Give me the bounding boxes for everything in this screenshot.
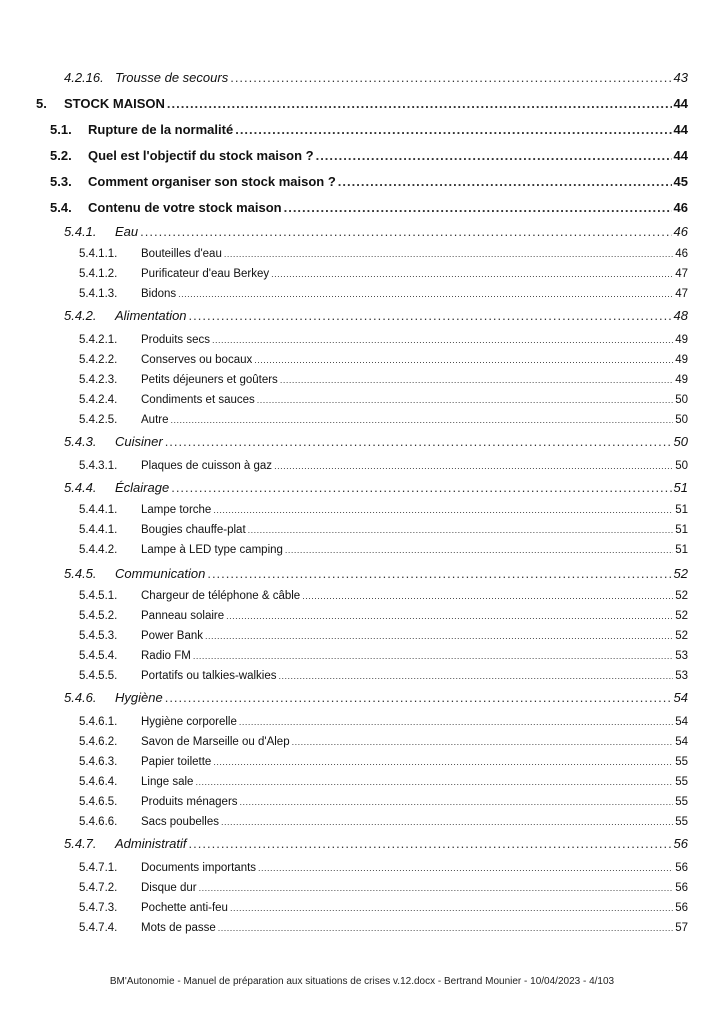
toc-entry-number: 5.4.1.1.	[79, 248, 118, 260]
toc-entry-number: 5.4.2.4.	[79, 394, 118, 406]
toc-entry-number: 5.4.6.1.	[79, 716, 118, 728]
toc-entry-number: 5.1.	[50, 122, 72, 137]
toc-entry[interactable]	[79, 334, 688, 346]
toc-entry-title: Savon de Marseille ou d'Alep	[141, 736, 290, 748]
toc-entry-page: 56	[673, 836, 688, 851]
toc-entry-page: 57	[675, 922, 688, 934]
toc-entry[interactable]	[50, 122, 688, 137]
dot-leader	[178, 289, 673, 299]
dot-leader	[218, 923, 673, 933]
toc-entry-page: 46	[673, 200, 688, 215]
toc-entry-page: 52	[673, 566, 688, 581]
toc-entry-number: 5.4.6.4.	[79, 776, 118, 788]
toc-entry-number: 5.3.	[50, 174, 72, 189]
toc-entry-title: Power Bank	[141, 630, 204, 642]
toc-entry-title: Lampe à LED type camping	[141, 544, 283, 556]
toc-entry-title: Eau	[115, 224, 139, 239]
toc-entry-title: Documents importants	[141, 862, 257, 874]
toc-entry-page: 51	[675, 544, 688, 556]
toc-entry-title: Disque dur	[141, 882, 197, 894]
dot-leader	[239, 717, 673, 727]
toc-entry-number: 5.4.6.6.	[79, 816, 118, 828]
toc-entry[interactable]	[79, 504, 688, 516]
toc-entry-page: 51	[675, 524, 688, 536]
dot-leader	[240, 797, 674, 807]
toc-entry-page: 51	[675, 504, 688, 516]
toc-entry-number: 5.4.2.3.	[79, 374, 118, 386]
toc-entry-page: 55	[675, 816, 688, 828]
toc-entry[interactable]	[79, 902, 688, 914]
toc-entry-page: 54	[675, 736, 688, 748]
dot-leader	[279, 671, 674, 681]
toc-entry-number: 5.4.1.3.	[79, 288, 118, 300]
toc-entry-page: 44	[673, 122, 688, 137]
toc-entry-page: 50	[675, 394, 688, 406]
toc-entry-title: Hygiène corporelle	[141, 716, 237, 728]
toc-entry[interactable]	[79, 922, 688, 934]
toc-entry-page: 50	[673, 434, 688, 449]
toc-entry-page: 56	[675, 902, 688, 914]
toc-entry[interactable]	[64, 566, 688, 581]
toc-entry-title: Petits déjeuners et goûters	[141, 374, 278, 386]
toc-entry-page: 45	[673, 174, 688, 189]
toc-entry[interactable]	[79, 268, 688, 280]
toc-entry[interactable]	[79, 756, 688, 768]
toc-entry-number: 5.4.4.	[64, 480, 97, 495]
dot-leader	[207, 566, 671, 581]
dot-leader	[292, 737, 674, 747]
toc-entry-page: 47	[675, 268, 688, 280]
toc-entry[interactable]	[79, 590, 688, 602]
dot-leader	[167, 96, 672, 111]
toc-entry[interactable]	[64, 690, 688, 705]
toc-entry[interactable]	[79, 460, 688, 472]
toc-entry-number: 5.4.5.1.	[79, 590, 118, 602]
dot-leader	[221, 817, 673, 827]
toc-entry[interactable]	[79, 374, 688, 386]
dot-leader	[248, 525, 674, 535]
toc-entry-number: 5.4.5.5.	[79, 670, 118, 682]
toc-entry-page: 53	[675, 650, 688, 662]
dot-leader	[193, 651, 673, 661]
dot-leader	[302, 591, 673, 601]
toc-entry[interactable]	[79, 650, 688, 662]
toc-entry-number: 5.4.2.	[64, 308, 97, 323]
toc-entry[interactable]	[79, 670, 688, 682]
toc-entry[interactable]	[79, 716, 688, 728]
dot-leader	[230, 70, 671, 85]
toc-entry[interactable]	[64, 224, 688, 239]
toc-entry-page: 56	[675, 882, 688, 894]
toc-entry-number: 5.4.4.2.	[79, 544, 118, 556]
toc-entry-number: 5.4.5.4.	[79, 650, 118, 662]
toc-entry-number: 5.4.6.3.	[79, 756, 118, 768]
toc-entry-title: Quel est l'objectif du stock maison ?	[88, 148, 314, 163]
toc-entry-title: Lampe torche	[141, 504, 212, 516]
dot-leader	[224, 249, 673, 259]
toc-entry-title: Produits secs	[141, 334, 211, 346]
toc-entry-number: 5.4.4.1.	[79, 524, 118, 536]
toc-entry[interactable]	[79, 796, 688, 808]
toc-entry-page: 52	[675, 590, 688, 602]
dot-leader	[254, 355, 673, 365]
toc-entry-page: 50	[675, 414, 688, 426]
toc-entry-number: 5.4.5.	[64, 566, 97, 581]
dot-leader	[316, 148, 672, 163]
toc-entry-number: 5.4.6.5.	[79, 796, 118, 808]
toc-entry[interactable]	[79, 630, 688, 642]
toc-entry-title: Portatifs ou talkies-walkies	[141, 670, 277, 682]
toc-entry-title: Administratif	[115, 836, 187, 851]
toc-entry-title: Cuisiner	[115, 434, 163, 449]
dot-leader	[226, 611, 673, 621]
toc-entry-number: 5.4.7.4.	[79, 922, 118, 934]
toc-entry[interactable]	[64, 836, 688, 851]
toc-entry-number: 5.4.2.1.	[79, 334, 118, 346]
toc-entry[interactable]	[64, 434, 688, 449]
toc-entry-number: 5.4.4.1.	[79, 504, 118, 516]
dot-leader	[213, 757, 673, 767]
toc-entry-title: Bidons	[141, 288, 177, 300]
dot-leader	[171, 480, 671, 495]
toc-entry[interactable]	[79, 544, 688, 556]
toc-entry-title: Éclairage	[115, 480, 170, 495]
dot-leader	[195, 777, 673, 787]
toc-entry[interactable]	[79, 862, 688, 874]
dot-leader	[212, 335, 673, 345]
toc-entry-number: 5.4.5.3.	[79, 630, 118, 642]
toc-entry-page: 54	[673, 690, 688, 705]
dot-leader	[171, 415, 674, 425]
toc-entry[interactable]	[79, 610, 688, 622]
toc-entry[interactable]	[50, 174, 688, 189]
toc-entry[interactable]	[79, 736, 688, 748]
toc-entry-page: 47	[675, 288, 688, 300]
toc-entry-title: Bougies chauffe-plat	[141, 524, 246, 536]
toc-entry-page: 49	[675, 354, 688, 366]
toc-entry[interactable]	[64, 308, 688, 323]
toc-entry-page: 55	[675, 776, 688, 788]
page-footer: BM'Autonomie - Manuel de préparation aux situations de crises v.12.docx - Bertrand Mounier - 10/04/2023 - 4/103	[109, 976, 615, 987]
dot-leader	[165, 690, 672, 705]
toc-entry-page: 53	[675, 670, 688, 682]
toc-entry-page: 48	[673, 308, 688, 323]
toc-entry-number: 4.2.16.	[64, 70, 104, 85]
toc-entry[interactable]	[79, 816, 688, 828]
toc-entry[interactable]	[79, 882, 688, 894]
dot-leader	[189, 308, 672, 323]
toc-entry[interactable]	[79, 394, 688, 406]
dot-leader	[165, 434, 672, 449]
toc-entry-number: 5.4.	[50, 200, 72, 215]
toc-entry-title: Condiments et sauces	[141, 394, 255, 406]
dot-leader	[284, 200, 672, 215]
dot-leader	[230, 903, 673, 913]
toc-entry-number: 5.4.3.1.	[79, 460, 118, 472]
toc-entry-title: STOCK MAISON	[64, 96, 165, 111]
toc-entry-title: Purificateur d'eau Berkey	[141, 268, 270, 280]
toc-entry[interactable]	[79, 288, 688, 300]
toc-entry-number: 5.2.	[50, 148, 72, 163]
toc-entry-number: 5.4.7.	[64, 836, 97, 851]
toc-entry-page: 55	[675, 796, 688, 808]
toc-entry-page: 44	[673, 96, 688, 111]
toc-entry[interactable]	[79, 354, 688, 366]
dot-leader	[338, 174, 672, 189]
toc-entry-number: 5.4.6.	[64, 690, 97, 705]
toc-entry-title: Papier toilette	[141, 756, 212, 768]
toc-entry-title: Produits ménagers	[141, 796, 238, 808]
dot-leader	[285, 545, 673, 555]
toc-entry-number: 5.4.7.1.	[79, 862, 118, 874]
toc-entry-title: Panneau solaire	[141, 610, 225, 622]
dot-leader	[205, 631, 673, 641]
toc-entry-number: 5.4.7.2.	[79, 882, 118, 894]
dot-leader	[274, 461, 673, 471]
toc-entry-page: 49	[675, 334, 688, 346]
toc-entry-page: 46	[675, 248, 688, 260]
toc-entry[interactable]	[79, 248, 688, 260]
toc-entry[interactable]	[64, 480, 688, 495]
toc-entry[interactable]	[79, 776, 688, 788]
toc-entry-title: Pochette anti-feu	[141, 902, 228, 914]
toc-entry-page: 52	[675, 610, 688, 622]
toc-entry-page: 55	[675, 756, 688, 768]
dot-leader	[257, 395, 673, 405]
dot-leader	[271, 269, 673, 279]
toc-entry-title: Plaques de cuisson à gaz	[141, 460, 273, 472]
dot-leader	[280, 375, 673, 385]
dot-leader	[213, 505, 673, 515]
dot-leader	[189, 836, 672, 851]
toc-entry-number: 5.4.1.	[64, 224, 97, 239]
toc-entry-number: 5.4.1.2.	[79, 268, 118, 280]
toc-entry-number: 5.4.6.2.	[79, 736, 118, 748]
toc-entry-title: Rupture de la normalité	[88, 122, 234, 137]
toc-entry-title: Comment organiser son stock maison ?	[88, 174, 336, 189]
toc-entry-title: Mots de passe	[141, 922, 216, 934]
toc-entry-page: 43	[673, 70, 688, 85]
toc-entry-number: 5.4.2.2.	[79, 354, 118, 366]
toc-entry-title: Contenu de votre stock maison	[88, 200, 282, 215]
toc-entry-title: Bouteilles d'eau	[141, 248, 222, 260]
toc-entry-number: 5.4.2.5.	[79, 414, 118, 426]
toc-entry-page: 49	[675, 374, 688, 386]
toc-entry-title: Hygiène	[115, 690, 163, 705]
toc-entry-page: 51	[673, 480, 688, 495]
dot-leader	[199, 883, 674, 893]
toc-entry-title: Trousse de secours	[115, 70, 229, 85]
toc-entry-title: Chargeur de téléphone & câble	[141, 590, 301, 602]
toc-entry-title: Communication	[115, 566, 206, 581]
toc-entry-number: 5.	[36, 96, 47, 111]
toc-entry-title: Radio FM	[141, 650, 191, 662]
toc-entry-title: Autre	[141, 414, 169, 426]
toc-entry-number: 5.4.7.3.	[79, 902, 118, 914]
toc-entry[interactable]	[79, 524, 688, 536]
toc-entry[interactable]	[36, 96, 688, 111]
toc-entry[interactable]	[50, 200, 688, 215]
toc-entry-page: 50	[675, 460, 688, 472]
toc-entry-title: Conserves ou bocaux	[141, 354, 253, 366]
toc-entry-page: 56	[675, 862, 688, 874]
toc-entry-title: Linge sale	[141, 776, 194, 788]
dot-leader	[140, 224, 671, 239]
toc-entry-page: 54	[675, 716, 688, 728]
toc-entry-title: Sacs poubelles	[141, 816, 219, 828]
toc-entry-page: 46	[673, 224, 688, 239]
toc-entry-page: 52	[675, 630, 688, 642]
dot-leader	[235, 122, 671, 137]
toc-entry-number: 5.4.5.2.	[79, 610, 118, 622]
toc-entry[interactable]	[64, 70, 688, 85]
toc-entry-title: Alimentation	[115, 308, 187, 323]
toc-entry[interactable]	[79, 414, 688, 426]
dot-leader	[258, 863, 673, 873]
toc-entry-page: 44	[673, 148, 688, 163]
toc-entry[interactable]	[50, 148, 688, 163]
toc-entry-number: 5.4.3.	[64, 434, 97, 449]
